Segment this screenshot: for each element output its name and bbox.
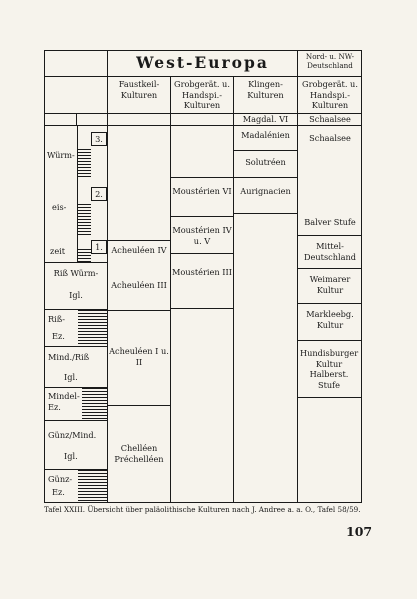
body-top-divider: [44, 125, 362, 126]
table-border-bottom: [44, 502, 362, 503]
eis-label: eis-: [52, 202, 67, 212]
nd-line-1: [297, 235, 362, 236]
west-europa-title: West-Europa: [136, 53, 269, 72]
guenz-label: Günz-: [48, 474, 73, 484]
kl-line-1: [233, 150, 297, 151]
riss-bottom: [44, 346, 107, 347]
nord-ost-title: Nord- u. NW-Deutschland: [305, 52, 355, 70]
schaalsee-1: Schaalsee: [309, 114, 351, 124]
hatch-mindel: [82, 388, 107, 420]
madalenien: Madalénien: [241, 130, 290, 140]
acheuleen-iii: Acheuléen III: [111, 280, 167, 290]
riss-wuerm-label: Riß Würm-: [53, 268, 99, 278]
markleebg-kultur: Markleebg. Kultur: [306, 309, 354, 330]
kl-line-2: [233, 177, 297, 178]
table-border-top: [44, 50, 362, 51]
header-divider: [44, 76, 362, 77]
mindel-label: Mindel-Ez.: [48, 391, 80, 412]
moust-iii: Moustérien III: [172, 267, 232, 277]
nd-line-2: [297, 268, 362, 269]
fk-line-3: [107, 405, 170, 406]
moust-iv-v: Moustérien IV u. V: [172, 225, 232, 246]
stadial-3: 3.: [95, 134, 103, 144]
table-border-left: [44, 50, 45, 503]
magdal: Magdal. VI: [242, 114, 289, 124]
acheuleen-i-ii: Acheuléen I u. II: [109, 346, 169, 367]
guenz-label-2: Ez.: [52, 487, 65, 497]
mindel-bottom: [44, 420, 107, 421]
faustkeil-header: Faustkeil-Kulturen: [118, 79, 160, 100]
grobgeraet-header: Grobgerät. u. Handspi.-Kulturen: [174, 79, 230, 110]
acheuleen-iv: Acheuléen IV: [111, 245, 167, 255]
riss-wuerm-label-2: Igl.: [69, 290, 83, 300]
hatch-w3: [78, 149, 91, 179]
nd-line-3: [297, 303, 362, 304]
grobgeraet-nd-header: Grobgerät. u. Handspi.-Kulturen: [302, 79, 358, 110]
hatch-guenz: [78, 470, 107, 502]
wuerm-bottom: [44, 262, 107, 263]
wuerm-inner-left: [77, 125, 78, 262]
schaalsee-2: Schaalsee: [309, 133, 351, 143]
mittel-deutschland: Mittel-Deutschland: [303, 241, 357, 262]
gg-line-3: [170, 253, 233, 254]
culture-table: [44, 50, 362, 503]
stadial-1: 1.: [95, 242, 103, 252]
riss-label-2: Ez.: [52, 331, 65, 341]
riss-label: Riß-: [48, 314, 66, 324]
hatch-w1: [78, 249, 91, 262]
zeit-label: zeit: [50, 246, 66, 256]
weimarer-kultur: Weimarer Kultur: [309, 274, 351, 295]
nd-line-4: [297, 340, 362, 341]
fk-line-1: [107, 240, 170, 241]
gg-line-2: [170, 216, 233, 217]
hundisburger-kultur: Hundisburger Kultur Halberst. Stufe: [300, 348, 359, 390]
nd-line-5: [297, 397, 362, 398]
mind-riss-label: Mind./Riß: [48, 352, 90, 362]
hatch-riss: [78, 310, 107, 346]
kl-line-0: [233, 125, 297, 126]
klingen-header: Klingen-Kulturen: [247, 79, 284, 100]
gg-line-4: [170, 308, 233, 309]
wuerm-label: Würm-: [47, 150, 75, 160]
glacial-header-sub: [76, 113, 77, 125]
col-divider-2: [170, 76, 171, 503]
mind-riss-label-2: Igl.: [64, 372, 78, 382]
guenz-mind-label: Günz/Mind.: [48, 430, 97, 440]
solutreen: Solutréen: [245, 157, 286, 167]
table-caption: Tafel XXIII. Übersicht über paläolithische Kulturen nach J. Andree a. a. O., Tafel 58/59.: [44, 505, 361, 514]
moust-vi: Moustérien VI: [172, 186, 232, 196]
hatch-w2: [78, 204, 91, 236]
guenz-mind-label-2: Igl.: [64, 451, 78, 461]
gg-line-1: [170, 177, 233, 178]
page-number: 107: [346, 524, 373, 539]
chelleen: Chelléen Préchelléen: [114, 443, 164, 464]
balver-stufe: Balver Stufe: [304, 217, 356, 227]
aurignacien: Aurignacien: [240, 186, 291, 196]
stadial-2: 2.: [95, 189, 103, 199]
fk-line-2: [107, 310, 170, 311]
kl-line-3: [233, 213, 297, 214]
